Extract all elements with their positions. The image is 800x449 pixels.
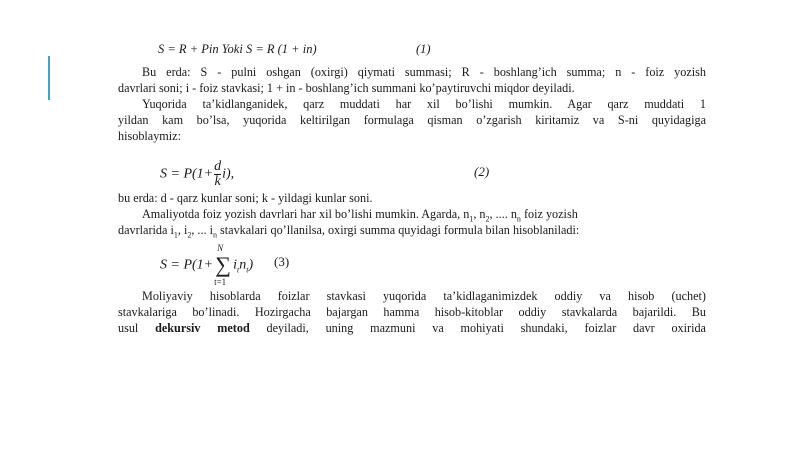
para-2-line-1: Yuqorida ta’kidlanganidek, qarz muddati har xil bo’lishi mumkin. Agar qarz muddati 1 [142, 97, 706, 111]
slide-accent-bar [48, 56, 50, 100]
para-2-line-3: hisoblaymiz: [118, 129, 181, 143]
document-body [118, 36, 706, 336]
formula-3: S = P(1+ N ∑ t=1 $i_tn_t$) (3) [118, 238, 706, 288]
sum-upper-limit: N [217, 243, 224, 253]
bold-term: dekursiv metod [155, 321, 250, 335]
formula-1-text: S = R + Pin Yoki S = R (1 + in) [158, 42, 317, 56]
para-1-line-1: Bu erda: S - pulni oshgan (oxirgi) qiymati summasi; R - boshlang’ich summa; n - foiz yozish [142, 65, 706, 79]
formula-1-number: (1) [416, 42, 431, 56]
para-4-line-2: davrlarida $i_1$, $i_2$, ... $i_n$ stavkalari qo’llanilsa, oxirgi summa quyidagi formula bilan hisoblaniladi: [118, 223, 580, 238]
para-5-line-1: Moliyaviy hisoblarda foizlar stavkasi yuqorida ta’kidlaganimizdek oddiy va hisob (uchet) [142, 289, 706, 303]
formula-2-rhs: i), [222, 166, 235, 182]
formula-2-denominator: k [214, 174, 221, 189]
sum-symbol: N ∑ t=1 [213, 254, 233, 277]
formula-2-fraction [214, 160, 221, 189]
para-1-line-2: davrlari soni; i - foiz stavkasi; 1 + in - boshlang’ich summani ko’paytiruvchi miqdor deyiladi. [118, 81, 575, 95]
formula-2-numerator: d [214, 159, 222, 174]
para-2-line-2: yildan kam bo’lsa, yuqorida keltirilgan formulaga qisman o’zgarish kiritamiz va S-ni quyidagiga [118, 113, 706, 127]
sum-lower-limit: t=1 [214, 277, 227, 287]
formula-1 [118, 36, 706, 64]
para-3-line-1: bu erda: d - qarz kunlar soni; k - yildagi kunlar soni. [118, 191, 373, 205]
formula-3-lhs: S = P(1+ [160, 257, 214, 273]
formula-2-lhs: S = P(1+ [160, 166, 214, 182]
formula-3-body: i [233, 257, 237, 273]
para-5-line-2: stavkalariga bo’linadi. Hozirgacha bajargan hamma hisob-kitoblar oddiy stavkalarda bajarildi. Bu [118, 305, 706, 319]
para-5-line-3: usul dekursiv metod deyiladi, uning mazmuni va mohiyati shundaki, foizlar davr oxirida [118, 321, 706, 335]
formula-2-number: (2) [474, 164, 490, 179]
para-4-line-1: Amaliyotda foiz yozish davrlari har xil bo’lishi mumkin. Agarda, $n_1$, $n_2$, .... $n_n$ foiz yozish [142, 207, 578, 222]
formula-3-number: (3) [274, 254, 290, 269]
formula-2 [118, 144, 706, 190]
